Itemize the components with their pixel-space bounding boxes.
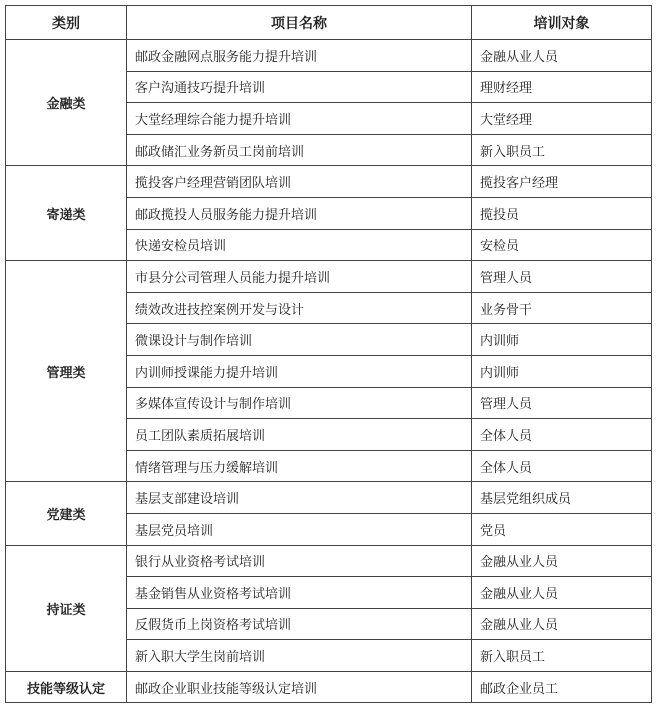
- project-cell: 内训师授课能力提升培训: [127, 355, 472, 387]
- target-cell: 内训师: [472, 324, 652, 356]
- target-cell: 业务骨干: [472, 292, 652, 324]
- header-target: 培训对象: [472, 6, 652, 40]
- category-cell: 管理类: [6, 261, 127, 482]
- project-cell: 银行从业资格考试培训: [127, 545, 472, 577]
- project-cell: 绩效改进技控案例开发与设计: [127, 292, 472, 324]
- table-row: [6, 482, 652, 514]
- table-row: [6, 40, 652, 72]
- project-cell: 多媒体宣传设计与制作培训: [127, 387, 472, 419]
- project-cell: 新入职大学生岗前培训: [127, 640, 472, 672]
- target-cell: 管理人员: [472, 387, 652, 419]
- header-category: 类别: [6, 6, 127, 40]
- table-row: [6, 166, 652, 198]
- target-cell: 揽投客户经理: [472, 166, 652, 198]
- project-cell: 基层党员培训: [127, 513, 472, 545]
- category-cell: 技能等级认定: [6, 671, 127, 703]
- training-table: [5, 5, 652, 703]
- category-cell: 金融类: [6, 40, 127, 166]
- target-cell: 邮政企业员工: [472, 671, 652, 703]
- category-cell: 党建类: [6, 482, 127, 545]
- table-row: [6, 671, 652, 703]
- project-cell: 反假货币上岗资格考试培训: [127, 608, 472, 640]
- category-cell: 寄递类: [6, 166, 127, 261]
- project-cell: 基层支部建设培训: [127, 482, 472, 514]
- target-cell: 安检员: [472, 229, 652, 261]
- project-cell: 大堂经理综合能力提升培训: [127, 103, 472, 135]
- table-row: [6, 545, 652, 577]
- target-cell: 管理人员: [472, 261, 652, 293]
- project-cell: 快递安检员培训: [127, 229, 472, 261]
- project-cell: 邮政揽投人员服务能力提升培训: [127, 197, 472, 229]
- table-header: [6, 6, 652, 40]
- table-row: [6, 261, 652, 293]
- project-cell: 邮政企业职业技能等级认定培训: [127, 671, 472, 703]
- target-cell: 新入职员工: [472, 134, 652, 166]
- target-cell: 金融从业人员: [472, 608, 652, 640]
- target-cell: 党员: [472, 513, 652, 545]
- project-cell: 揽投客户经理营销团队培训: [127, 166, 472, 198]
- target-cell: 金融从业人员: [472, 545, 652, 577]
- header-row: [6, 6, 652, 40]
- project-cell: 邮政金融网点服务能力提升培训: [127, 40, 472, 72]
- project-cell: 情绪管理与压力缓解培训: [127, 450, 472, 482]
- target-cell: 内训师: [472, 355, 652, 387]
- project-cell: 邮政储汇业务新员工岗前培训: [127, 134, 472, 166]
- target-cell: 揽投员: [472, 197, 652, 229]
- target-cell: 理财经理: [472, 71, 652, 103]
- target-cell: 金融从业人员: [472, 40, 652, 72]
- project-cell: 员工团队素质拓展培训: [127, 419, 472, 451]
- header-project: 项目名称: [127, 6, 472, 40]
- project-cell: 市县分公司管理人员能力提升培训: [127, 261, 472, 293]
- target-cell: 全体人员: [472, 450, 652, 482]
- target-cell: 大堂经理: [472, 103, 652, 135]
- table-body: [6, 40, 652, 703]
- target-cell: 新入职员工: [472, 640, 652, 672]
- project-cell: 基金销售从业资格考试培训: [127, 577, 472, 609]
- project-cell: 客户沟通技巧提升培训: [127, 71, 472, 103]
- project-cell: 微课设计与制作培训: [127, 324, 472, 356]
- target-cell: 基层党组织成员: [472, 482, 652, 514]
- category-cell: 持证类: [6, 545, 127, 671]
- target-cell: 金融从业人员: [472, 577, 652, 609]
- target-cell: 全体人员: [472, 419, 652, 451]
